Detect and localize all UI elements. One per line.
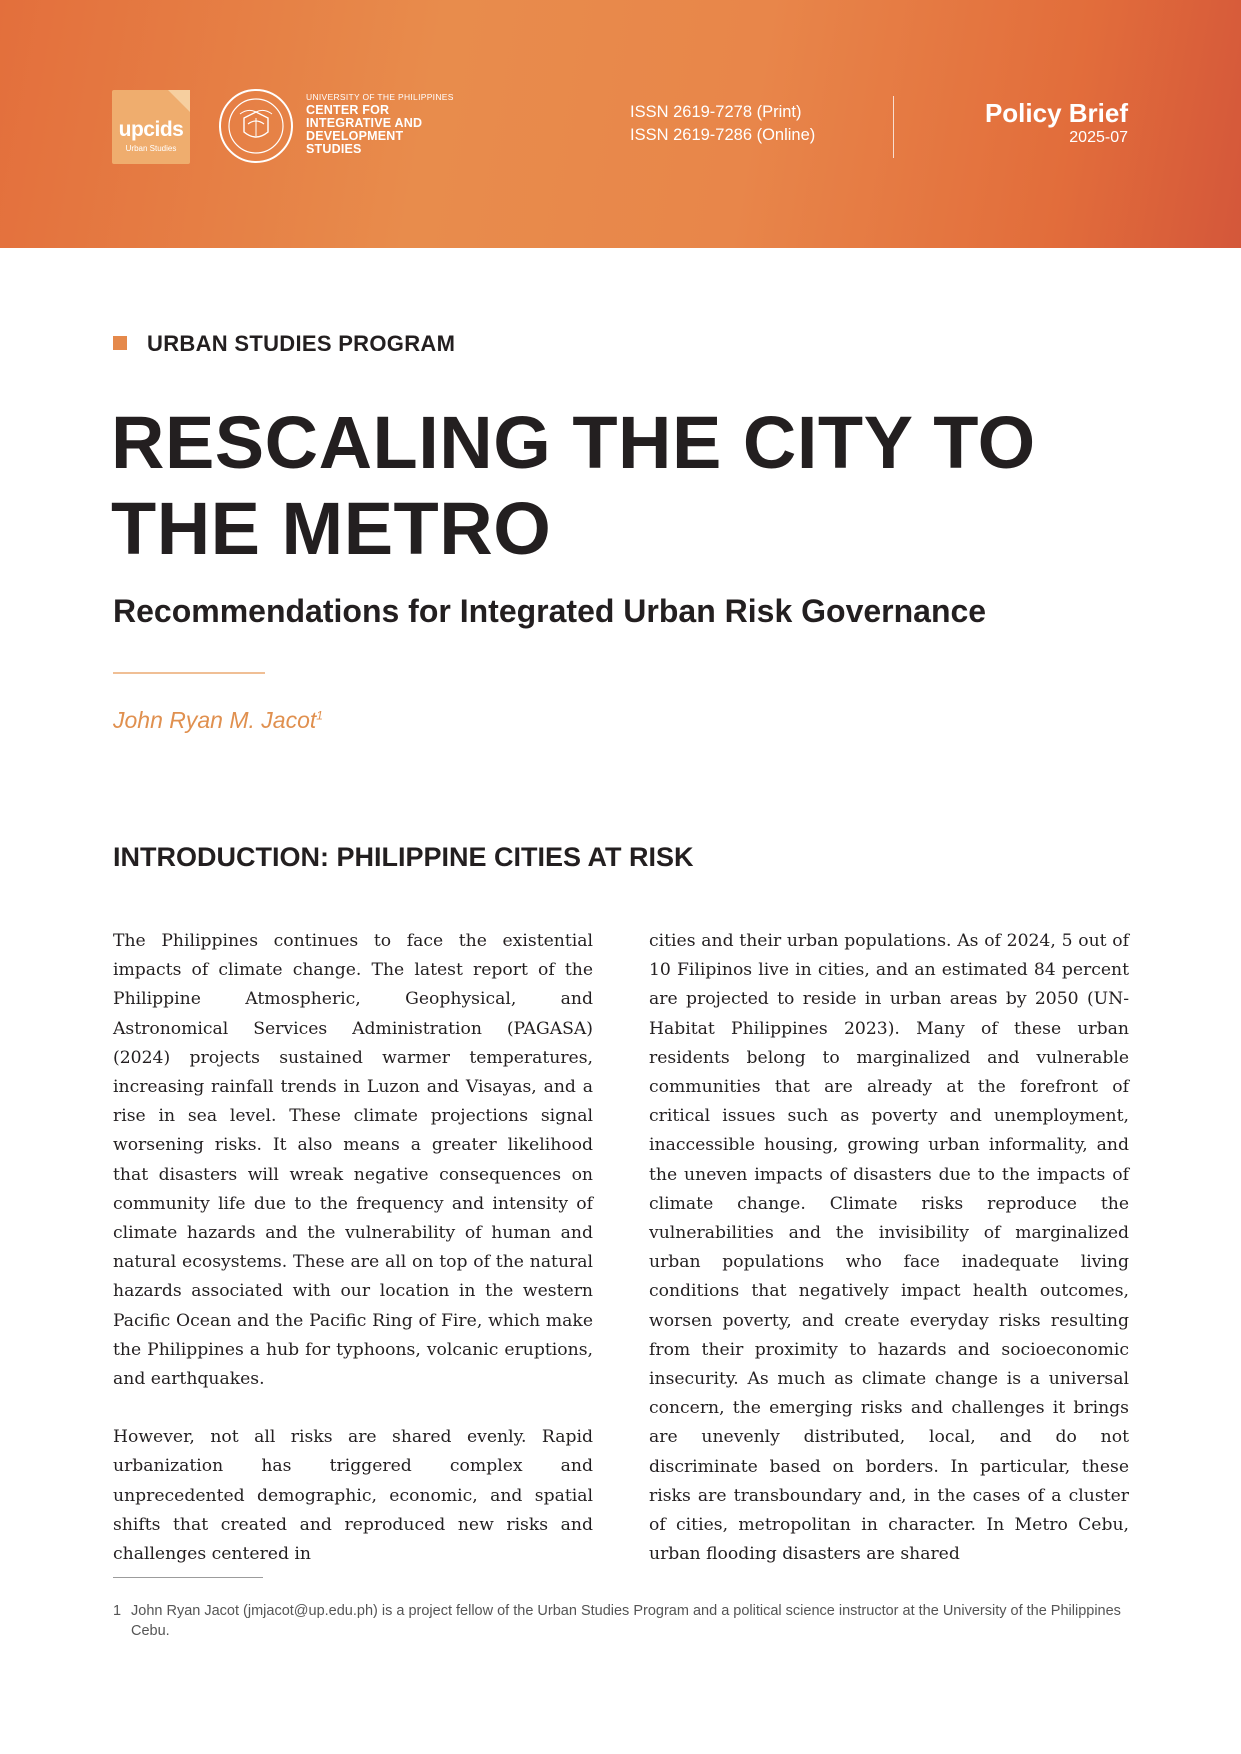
paragraph: The Philippines continues to face the existential impacts of climate change. The latest report of the Philippine Atmospheric, Geophysical, and Astronomical Services Administration (PAGASA) (2024) projects sustained warmer temperatures, increasing rainfall trends in Luzon and Visayas, and a rise in sea level. These climate projections signal worsening risks. It also means a greater likelihood that disasters will wreak negative consequences on community life due to the frequency and intensity of climate hazards and the vulnerability of human and natural ecosystems. These are all on top of the natural hazards associated with our location in the western Pacific Ocean and the Pacific Ring of Fire, which make the Philippines a hub for typhoons, volcanic eruptions, and earthquakes. xyxy=(113,931,593,1390)
author-line xyxy=(113,707,323,734)
center-name-line-2: INTEGRATIVE AND xyxy=(306,116,423,130)
page-subtitle: Recommendations for Integrated Urban Risk Governance xyxy=(113,593,987,629)
brief-label xyxy=(985,98,1128,148)
section-heading: INTRODUCTION: PHILIPPINE CITIES AT RISK xyxy=(113,842,694,872)
center-name-line-4: STUDIES xyxy=(306,142,362,156)
title-line-1: RESCALING THE CITY TO xyxy=(111,401,1036,484)
issn-online: ISSN 2619-7286 (Online) xyxy=(630,126,816,144)
logo-word: upcids xyxy=(118,118,184,141)
header-divider xyxy=(893,96,894,158)
logo-subtext: Urban Studies xyxy=(125,144,177,153)
program-label xyxy=(113,331,455,357)
footnote-number: 1 xyxy=(113,1603,122,1619)
university-name: UNIVERSITY OF THE PHILIPPINES xyxy=(306,92,454,102)
page-title xyxy=(111,400,1131,572)
body-column-left xyxy=(113,927,593,1598)
author-name: John Ryan M. Jacot xyxy=(113,707,317,733)
title-line-2: THE METRO xyxy=(111,487,552,570)
paragraph: However, not all risks are shared evenly. Rapid urbanization has triggered complex and unprecedented demographic, economic, and spatial shifts that created and reproduced new risks and challenges centered in xyxy=(113,1427,593,1565)
logo-fold-corner xyxy=(168,90,190,112)
author-footnote-mark: 1 xyxy=(316,708,323,723)
square-bullet-icon xyxy=(113,336,127,350)
header-banner xyxy=(0,0,1241,248)
center-name xyxy=(306,92,454,156)
footnote-divider xyxy=(113,1577,263,1578)
issn-block xyxy=(630,101,815,147)
footnote xyxy=(113,1601,1129,1641)
issn-print: ISSN 2619-7278 (Print) xyxy=(630,103,802,121)
center-name-line-1: CENTER FOR xyxy=(306,103,390,117)
program-name: URBAN STUDIES PROGRAM xyxy=(147,331,456,356)
upcids-logo xyxy=(112,90,190,164)
title-divider xyxy=(113,672,265,674)
up-seal-icon xyxy=(218,88,294,164)
brief-number: 2025-07 xyxy=(1069,129,1128,146)
brief-type: Policy Brief xyxy=(984,98,1128,128)
footnote-text: John Ryan Jacot (jmjacot@up.edu.ph) is a project fellow of the Urban Studies Program and a political science instructor at the University of the Philippines Cebu. xyxy=(131,1603,1121,1639)
body-column-right xyxy=(649,927,1129,1598)
center-name-line-3: DEVELOPMENT xyxy=(306,129,404,143)
paragraph: cities and their urban populations. As of 2024, 5 out of 10 Filipinos live in cities, and an estimated 84 percent are projected to reside in urban areas by 2050 (UN-Habitat Philippines 2023). Many of these urban residents belong to marginalized and vulnerable communities that are already at the forefront of critical issues such as poverty and unemployment, inaccessible housing, growing urban informality, and the uneven impacts of disasters due to the impacts of climate change. Climate risks reproduce the vulnerabilities and the invisibility of marginalized urban populations who face inadequate living conditions that negatively impact health outcomes, worsen poverty, and create everyday risks resulting from their proximity to hazards and socioeconomic insecurity. As much as climate change is a universal concern, the emerging risks and challenges it brings are unevenly distributed, local, and do not discriminate based on borders. In particular, these risks are transboundary and, in the cases of a cluster of cities, metropolitan in character. In Metro Cebu, urban flooding disasters are shared xyxy=(649,931,1129,1565)
